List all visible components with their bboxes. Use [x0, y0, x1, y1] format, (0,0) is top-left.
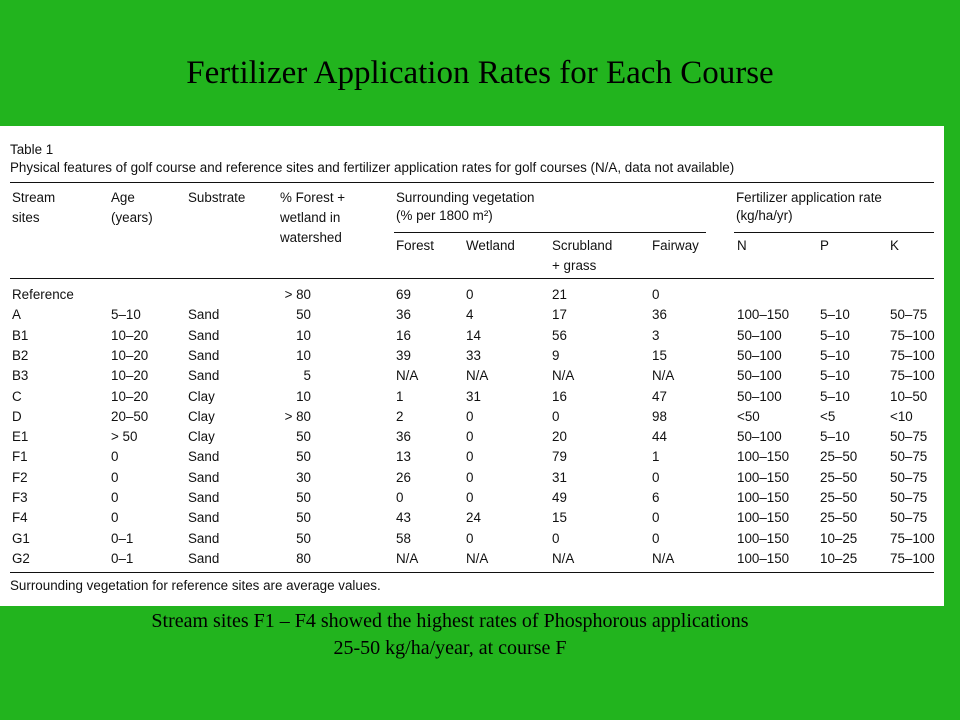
cell-wetland: 33 — [466, 347, 481, 363]
cell-fairway: 36 — [652, 307, 667, 323]
cell-age: 0 — [111, 510, 119, 526]
cell-scrubland: N/A — [552, 550, 575, 566]
cell-p: 25–50 — [820, 469, 858, 485]
cell-k: 50–75 — [890, 429, 928, 445]
cell-substrate: Clay — [188, 429, 215, 445]
cell-n: 50–100 — [737, 388, 782, 404]
cell-substrate: Sand — [188, 368, 220, 384]
cell-site: B3 — [12, 368, 29, 384]
cell-fairway: 47 — [652, 388, 667, 404]
slide-note-line-1: Stream sites F1 – F4 showed the highest rates of Phosphorous applications — [151, 610, 749, 632]
cell-forest: 39 — [396, 347, 411, 363]
cell-substrate: Clay — [188, 408, 215, 424]
cell-substrate: Sand — [188, 469, 220, 485]
cell-fairway: 0 — [652, 469, 660, 485]
cell-forest: 36 — [396, 429, 411, 445]
header-stream-sites: Stream sites — [12, 190, 56, 225]
cell-forest: 58 — [396, 530, 411, 546]
cell-n: 50–100 — [737, 327, 782, 343]
cell-p: 5–10 — [820, 388, 850, 404]
cell-fairway: 0 — [652, 287, 660, 302]
cell-forest: 13 — [396, 449, 411, 465]
cell-wetland: 24 — [466, 510, 481, 526]
cell-forest: 1 — [396, 388, 404, 404]
cell-k: 50–75 — [890, 490, 928, 505]
cell-forest-wetland: 80 — [296, 550, 311, 566]
cell-substrate: Sand — [188, 449, 220, 465]
cell-wetland: 0 — [466, 490, 474, 505]
cell-n: 50–100 — [737, 347, 782, 363]
header-surrounding-unit: (% per 1800 m²) — [396, 208, 493, 223]
cell-forest: 16 — [396, 327, 411, 343]
cell-wetland: 0 — [466, 287, 474, 302]
cell-fairway: 3 — [652, 327, 660, 343]
cell-p: 25–50 — [820, 490, 858, 505]
slide-note — [0, 608, 900, 662]
cell-p: 5–10 — [820, 327, 850, 343]
cell-age: 20–50 — [111, 408, 149, 424]
cell-forest-wetland: 50 — [296, 490, 311, 505]
cell-substrate: Sand — [188, 327, 220, 343]
top-rule — [10, 182, 934, 183]
cell-scrubland: 79 — [552, 449, 567, 465]
cell-scrubland: 20 — [552, 429, 567, 445]
slide-note-line-2: 25-50 kg/ha/year, at course F — [333, 637, 567, 659]
cell-n: 50–100 — [737, 368, 782, 384]
header-fertilizer-unit: (kg/ha/yr) — [736, 208, 793, 223]
cell-age: 5–10 — [111, 307, 141, 323]
header-fertilizer: Fertilizer application rate — [736, 190, 882, 205]
header-age: Age (years) — [111, 190, 153, 225]
cell-k: 75–100 — [890, 327, 935, 343]
cell-forest-wetland: 50 — [296, 510, 311, 526]
cell-age: 0–1 — [111, 550, 134, 566]
cell-k: 50–75 — [890, 307, 928, 323]
cell-scrubland: 21 — [552, 287, 567, 302]
header-surrounding: Surrounding vegetation — [396, 190, 535, 205]
cell-scrubland: 15 — [552, 510, 567, 526]
cell-k: 50–75 — [890, 469, 928, 485]
cell-k: 10–50 — [890, 388, 928, 404]
table-caption: Physical features of golf course and reference sites and fertilizer application rates for golf courses (N/A, data not available) — [10, 160, 735, 175]
cell-k: 75–100 — [890, 550, 935, 566]
cell-forest: 2 — [396, 408, 404, 424]
cell-site: F3 — [12, 490, 28, 505]
header-k: K — [890, 238, 899, 253]
cell-scrubland: 16 — [552, 388, 567, 404]
cell-p: 25–50 — [820, 510, 858, 526]
cell-forest-wetland: 50 — [296, 449, 311, 465]
cell-wetland: N/A — [466, 368, 489, 384]
cell-forest-wetland: 10 — [296, 388, 311, 404]
header-scrubland: Scrubland + grass — [552, 238, 613, 273]
cell-k: 75–100 — [890, 530, 935, 546]
cell-site: G2 — [12, 550, 30, 566]
cell-fairway: N/A — [652, 550, 675, 566]
cell-substrate: Sand — [188, 530, 220, 546]
table-bottom-rule — [10, 572, 934, 573]
cell-wetland: 31 — [466, 388, 481, 404]
cell-site: G1 — [12, 530, 30, 546]
cell-forest-wetland: 10 — [296, 327, 311, 343]
cell-site: F1 — [12, 449, 28, 465]
cell-age: 10–20 — [111, 327, 149, 343]
cell-wetland: 0 — [466, 429, 474, 445]
table-footnote: Surrounding vegetation for reference sites are average values. — [10, 578, 381, 593]
cell-k: 50–75 — [890, 449, 928, 465]
cell-forest: 69 — [396, 287, 411, 302]
cell-n: 100–150 — [737, 530, 790, 546]
cell-site: F2 — [12, 469, 28, 485]
cell-scrubland: 31 — [552, 469, 567, 485]
cell-site: Reference — [12, 287, 74, 302]
cell-substrate: Sand — [188, 307, 220, 323]
cell-wetland: 14 — [466, 327, 481, 343]
cell-k: 75–100 — [890, 347, 935, 363]
cell-forest-wetland: 50 — [296, 429, 311, 445]
slide-title: Fertilizer Application Rates for Each Course — [186, 55, 774, 91]
cell-p: 10–25 — [820, 530, 858, 546]
cell-substrate: Sand — [188, 550, 220, 566]
header-p: P — [820, 238, 829, 253]
cell-k: <10 — [890, 408, 913, 424]
cell-site: F4 — [12, 510, 28, 526]
cell-substrate: Clay — [188, 388, 215, 404]
cell-n: 100–150 — [737, 307, 790, 323]
cell-scrubland: 0 — [552, 530, 560, 546]
cell-n: 100–150 — [737, 510, 790, 526]
cell-site: A — [12, 307, 21, 323]
cell-scrubland: 0 — [552, 408, 560, 424]
cell-wetland: 0 — [466, 408, 474, 424]
cell-fairway: 44 — [652, 429, 667, 445]
cell-wetland: 0 — [466, 530, 474, 546]
cell-age: > 50 — [111, 429, 138, 445]
cell-wetland: N/A — [466, 550, 489, 566]
header-forest: Forest — [396, 238, 434, 253]
cell-n: 100–150 — [737, 449, 790, 465]
cell-scrubland: 56 — [552, 327, 567, 343]
cell-site: B1 — [12, 327, 29, 343]
cell-forest: 26 — [396, 469, 411, 485]
cell-age: 10–20 — [111, 347, 149, 363]
vegetation-subrule — [394, 232, 706, 233]
cell-substrate: Sand — [188, 490, 220, 505]
cell-forest-wetland: 50 — [296, 307, 311, 323]
cell-forest: 43 — [396, 510, 411, 526]
header-bottom-rule — [10, 278, 934, 279]
cell-wetland: 4 — [466, 307, 474, 323]
cell-site: B2 — [12, 347, 29, 363]
cell-n: 50–100 — [737, 429, 782, 445]
cell-forest-wetland: > 80 — [284, 287, 311, 302]
cell-k: 75–100 — [890, 368, 935, 384]
cell-forest: N/A — [396, 368, 419, 384]
cell-forest: 0 — [396, 490, 404, 505]
cell-forest: 36 — [396, 307, 411, 323]
cell-age: 0 — [111, 449, 119, 465]
header-fairway: Fairway — [652, 238, 699, 253]
cell-fairway: 6 — [652, 490, 660, 505]
cell-p: <5 — [820, 408, 836, 424]
table-panel — [0, 126, 944, 606]
cell-fairway: 98 — [652, 408, 667, 424]
cell-n: <50 — [737, 408, 760, 424]
header-forest-wetland: % Forest + wetland in watershed — [280, 190, 346, 245]
header-n: N — [737, 238, 747, 253]
cell-scrubland: 17 — [552, 307, 567, 323]
cell-fairway: N/A — [652, 368, 675, 384]
cell-p: 5–10 — [820, 347, 850, 363]
cell-fairway: 15 — [652, 347, 667, 363]
cell-p: 10–25 — [820, 550, 858, 566]
cell-scrubland: N/A — [552, 368, 575, 384]
header-wetland: Wetland — [466, 238, 515, 253]
cell-site: D — [12, 408, 22, 424]
header-substrate: Substrate — [188, 190, 246, 205]
cell-substrate: Sand — [188, 510, 220, 526]
cell-p: 5–10 — [820, 429, 850, 445]
cell-site: C — [12, 388, 22, 404]
cell-substrate: Sand — [188, 347, 220, 363]
cell-fairway: 1 — [652, 449, 660, 465]
cell-forest-wetland: 50 — [296, 530, 311, 546]
cell-wetland: 0 — [466, 449, 474, 465]
cell-age: 0 — [111, 490, 119, 505]
cell-k: 50–75 — [890, 510, 928, 526]
cell-n: 100–150 — [737, 469, 790, 485]
cell-forest-wetland: 10 — [296, 347, 311, 363]
fertilizer-subrule — [734, 232, 934, 233]
cell-p: 5–10 — [820, 368, 850, 384]
cell-p: 5–10 — [820, 307, 850, 323]
cell-forest-wetland: 5 — [303, 368, 311, 384]
cell-age: 0 — [111, 469, 119, 485]
cell-scrubland: 49 — [552, 490, 567, 505]
cell-p: 25–50 — [820, 449, 858, 465]
cell-forest-wetland: > 80 — [284, 408, 311, 424]
table-label: Table 1 — [10, 142, 54, 157]
cell-n: 100–150 — [737, 490, 790, 505]
cell-forest-wetland: 30 — [296, 469, 311, 485]
cell-age: 0–1 — [111, 530, 134, 546]
cell-scrubland: 9 — [552, 347, 560, 363]
cell-age: 10–20 — [111, 368, 149, 384]
cell-fairway: 0 — [652, 510, 660, 526]
cell-wetland: 0 — [466, 469, 474, 485]
cell-age: 10–20 — [111, 388, 149, 404]
cell-fairway: 0 — [652, 530, 660, 546]
cell-forest: N/A — [396, 550, 419, 566]
cell-site: E1 — [12, 429, 29, 445]
cell-n: 100–150 — [737, 550, 790, 566]
